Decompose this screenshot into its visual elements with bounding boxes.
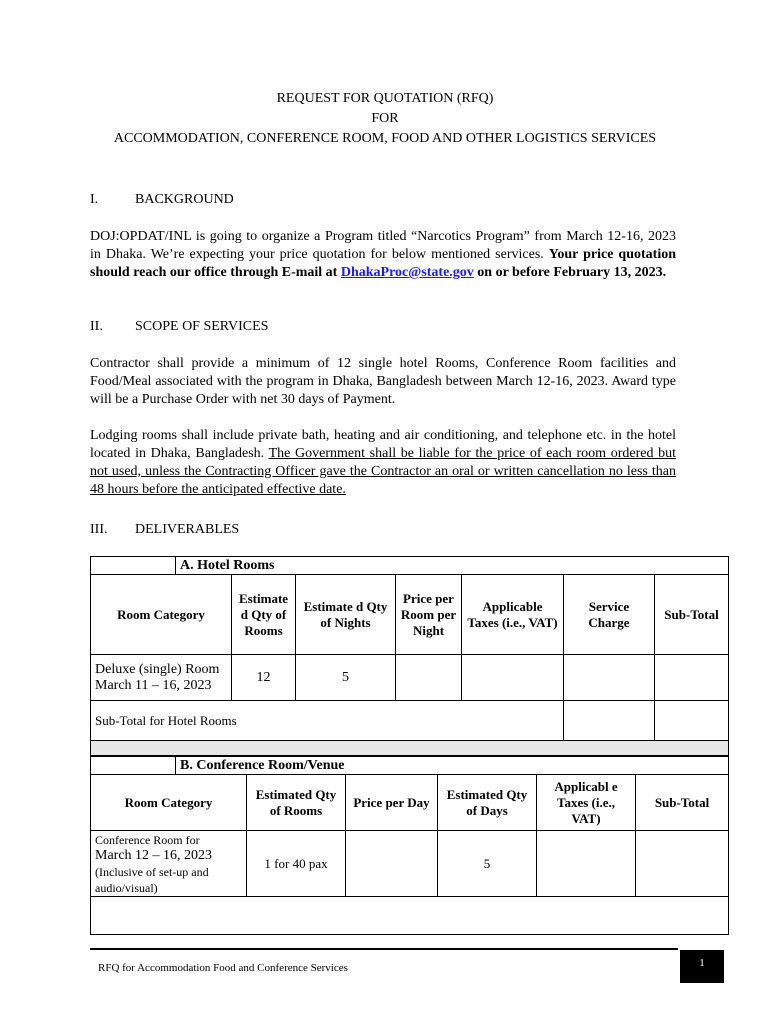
hotel-header-service-charge: Service Charge [564, 575, 655, 655]
conference-room-table [90, 756, 729, 935]
hotel-row-qty-nights: 5 [296, 655, 396, 701]
hotel-header-price: Price per Room per Night [396, 575, 462, 655]
doc-title-line1: REQUEST FOR QUOTATION (RFQ) [276, 91, 494, 106]
conference-row-taxes[interactable] [537, 831, 636, 897]
hotel-row-qty-rooms: 12 [232, 655, 296, 701]
hotel-row-subtotal[interactable] [655, 655, 729, 701]
conference-row-subtotal[interactable] [636, 831, 729, 897]
conference-section-title: B. Conference Room/Venue [176, 757, 729, 775]
conference-header-qty-days: Estimated Qty of Days [438, 775, 537, 831]
conference-header-price: Price per Day [346, 775, 438, 831]
conference-row-price[interactable] [346, 831, 438, 897]
hotel-header-qty-nights: Estimate d Qty of Nights [296, 575, 396, 655]
page-number: 1 [680, 950, 724, 983]
hotel-row-price[interactable] [396, 655, 462, 701]
hotel-rooms-table [90, 556, 729, 756]
hotel-subtotal-blank [564, 701, 655, 741]
conference-blank-row [91, 897, 729, 935]
scope-paragraph-2: Lodging rooms shall include private bath, heating and air conditioning, and telephone etc. in the hotel located in Dhaka, Bangladesh. The Government shall be liable for the price of each room ordered but not used, unless the Contracting Officer gave the Contractor an oral or written cancellation no less than 48 hours before the anticipated effective date. [90, 428, 676, 497]
conference-row-qty-rooms: 1 for 40 pax [247, 831, 346, 897]
conference-row-category: Conference Room for March 12 – 16, 2023 (Inclusive of set-up and audio/visual) [91, 831, 247, 897]
hotel-header-qty-rooms: Estimate d Qty of Rooms [232, 575, 296, 655]
table-row [91, 831, 729, 897]
table-separator [91, 741, 729, 756]
hotel-header-subtotal: Sub-Total [655, 575, 729, 655]
footer-text: RFQ for Accommodation Food and Conference Services [98, 962, 348, 974]
hotel-row-service-charge[interactable] [564, 655, 655, 701]
hotel-row-category: Deluxe (single) Room March 11 – 16, 2023 [91, 655, 232, 701]
footer-divider [90, 948, 678, 950]
hotel-subtotal-value[interactable] [655, 701, 729, 741]
hotel-row-taxes[interactable] [462, 655, 564, 701]
hotel-header-category: Room Category [91, 575, 232, 655]
hotel-subtotal-label: Sub-Total for Hotel Rooms [91, 701, 564, 741]
email-link[interactable]: DhakaProc@state.gov [340, 265, 474, 280]
doc-title-line2: FOR [371, 111, 399, 126]
table-row [91, 655, 729, 701]
hotel-header-taxes: Applicable Taxes (i.e., VAT) [462, 575, 564, 655]
doc-title-line3: ACCOMMODATION, CONFERENCE ROOM, FOOD AND OTHER LOGISTICS SERVICES [113, 131, 657, 146]
conference-header-taxes: Applicabl e Taxes (i.e., VAT) [537, 775, 636, 831]
hotel-section-title: A. Hotel Rooms [176, 557, 729, 575]
conference-header-subtotal: Sub-Total [636, 775, 729, 831]
scope-paragraph-1: Contractor shall provide a minimum of 12 single hotel Rooms, Conference Room facilities and Food/Meal associated with the program in Dhaka, Bangladesh between March 12-16, 2023. Award type will be a Purchase Order with net 30 days of Payment. [90, 356, 676, 407]
background-paragraph: DOJ:OPDAT/INL is going to organize a Program titled “Narcotics Program” from March 12-16, 2023 in Dhaka. We’re expecting your price quotation for below mentioned services. Your price quotation should reach our office through E-mail at DhakaProc@state.gov on or before February 13, 2023. [90, 229, 676, 280]
conference-header-qty-rooms: Estimated Qty of Rooms [247, 775, 346, 831]
conference-header-category: Room Category [91, 775, 247, 831]
conference-row-qty-days: 5 [438, 831, 537, 897]
